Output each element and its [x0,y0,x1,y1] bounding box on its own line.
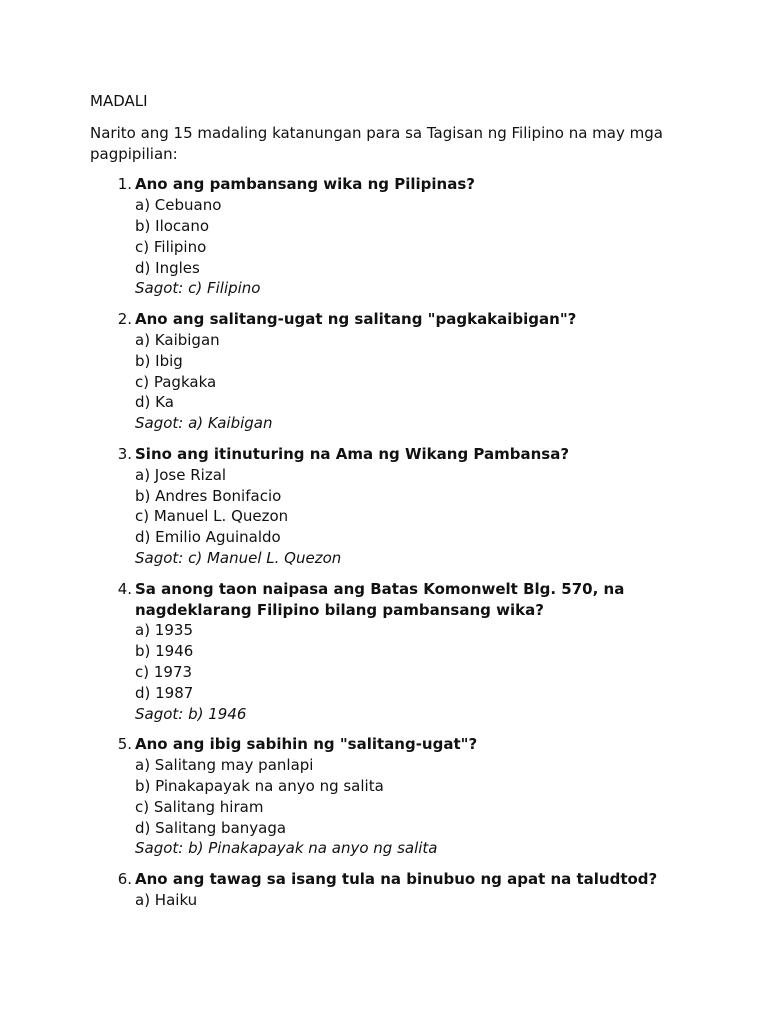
answer-text: Sagot: b) 1946 [135,704,247,723]
question-number: 2. [117,310,132,329]
answer-text: Sagot: a) Kaibigan [135,414,273,433]
choice: a) 1935 [135,621,193,640]
question-text: Ano ang salitang-ugat ng salitang "pagkakaibigan"? [135,310,577,329]
document-content [90,91,690,921]
question-item [90,309,690,434]
answer-text: Sagot: c) Filipino [135,279,261,298]
choice: a) Cebuano [135,196,222,215]
choice: b) Pinakapayak na anyo ng salita [135,776,384,795]
question-number: 6. [117,870,132,889]
choice: c) Manuel L. Quezon [135,507,289,526]
section-heading: MADALI [90,92,148,110]
choice: a) Salitang may panlapi [135,756,314,775]
choice: d) 1987 [135,683,194,702]
question-item [90,579,690,725]
choice: b) Ilocano [135,216,210,235]
question-item [90,174,690,299]
question-list [90,174,690,910]
question-item [90,444,690,569]
question-text: Sino ang itinuturing na Ama ng Wikang Pambansa? [135,444,570,463]
choice: b) Andres Bonifacio [135,486,282,505]
question-text: Ano ang tawag sa isang tula na binubuo ng apat na taludtod? [135,870,658,889]
question-number: 5. [117,735,132,754]
answer-text: Sagot: c) Manuel L. Quezon [135,548,342,567]
choice: b) 1946 [135,642,194,661]
intro-paragraph: Narito ang 15 madaling katanungan para sa Tagisan ng Filipino na may mga pagpipilian: [90,123,663,163]
choice: c) 1973 [135,662,193,681]
choice: b) Ibig [135,351,183,370]
choice: d) Emilio Aguinaldo [135,528,281,547]
choice: a) Haiku [135,890,198,909]
choice: a) Jose Rizal [135,465,227,484]
choice: d) Ingles [135,258,200,277]
choice: c) Salitang hiram [135,797,264,816]
question-number: 3. [117,444,132,463]
question-number: 4. [117,579,132,598]
choice: c) Filipino [135,237,207,256]
question-text: Ano ang pambansang wika ng Pilipinas? [135,175,475,194]
question-text: Ano ang ibig sabihin ng "salitang-ugat"? [135,735,478,754]
choice: c) Pagkaka [135,372,217,391]
question-item [90,869,690,911]
choice: a) Kaibigan [135,330,220,349]
question-number: 1. [117,175,132,194]
question-item [90,734,690,859]
answer-text: Sagot: b) Pinakapayak na anyo ng salita [135,839,438,858]
question-text: Sa anong taon naipasa ang Batas Komonwelt Blg. 570, na nagdeklarang Filipino bilang pambansang wika? [135,579,625,619]
choice: d) Salitang banyaga [135,818,287,837]
choice: d) Ka [135,393,174,412]
